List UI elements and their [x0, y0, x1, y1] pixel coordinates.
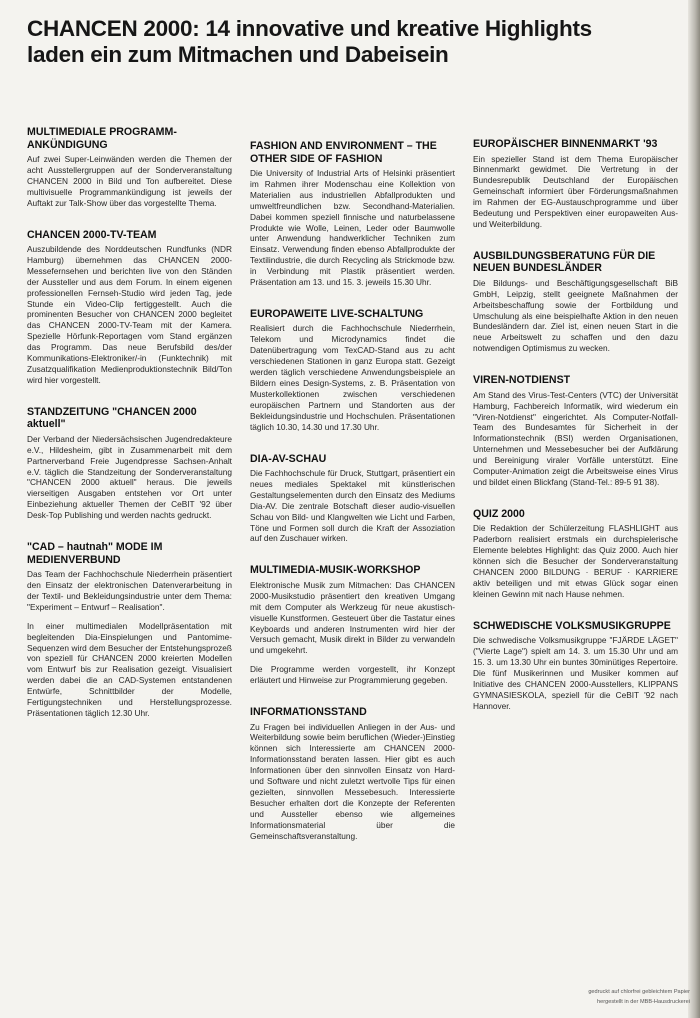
section-paragraph: Die Programme werden vorgestellt, ihr Konzept erläutert und Hinweise zur Programmierung gegeben. [250, 664, 455, 686]
article-section [250, 564, 455, 686]
section-paragraph: Das Team der Fachhochschule Niederrhein präsentiert den Einsatz der elektronischen Datenverarbeitung in der Textil- und Bekleidungsindustrie unter dem Thema: "Experiment – Entwurf – Realisation". [27, 569, 232, 612]
article-section [473, 250, 678, 354]
section-paragraph: Auf zwei Super-Leinwänden werden die Themen der acht Ausstellergruppen auf der Sonderveranstaltung CHANCEN 2000 in Bild und Ton aufbereitet. Diese multivisuelle Programmankündigung ist jeweils der Auftakt zur Talk-Show über das vorgestellte Thema. [27, 154, 232, 208]
page-spine-shadow [688, 0, 700, 1018]
section-paragraph: Zu Fragen bei individuellen Anliegen in der Aus- und Weiterbildung sowie beim beruflichen (Wieder-)Einstieg können sich Interessierte am CHANCEN 2000-Informationsstand beraten lassen. Hier gibt es auch Informationen über den sinnvollen Einsatz von Hard- und Software und nicht zuletzt wertvolle Tips für einen gezielten, sinnvollen Messebesuch. Interessierte Besucher erhalten dort die Konzepte der Referenten und Aussteller ebenso wie allgemeines Informationsmaterial über die Gemeinschaftsveranstaltung. [250, 721, 455, 841]
column-1 [27, 126, 232, 739]
section-title: FASHION AND ENVIRONMENT – THE OTHER SIDE OF FASHION [250, 140, 437, 165]
headline-line-2: laden ein zum Mitmachen und Dabeisein [27, 42, 449, 67]
section-title: CHANCEN 2000-TV-TEAM [27, 228, 157, 241]
article-section [27, 541, 232, 719]
section-paragraph: Die schwedische Volksmusikgruppe "FJÄRDE LÄGET" ("Vierte Lage") spielt am 14. 3. um 15.30 Uhr und am 15. 3. um 13.30 Uhr ein buntes 30minütiges Repertoire. Die fünf Musikerinnen und Musiker kommen auf Initiative des CHANCEN 2000-Ausstellers, KLIPPANS GYMNASIESKOLA, speziell für die CeBIT '92 nach Hannover. [473, 635, 678, 711]
section-paragraph: Auszubildende des Norddeutschen Rundfunks (NDR Hamburg) übernehmen das CHANCEN 2000-Messefernsehen und berichten live von den Ständen der Aussteller und aus dem Forum. In einem eigenen professionellen Fernseh-Studio wird jeden Tag, jede Stunde ein Video-Clip fertiggestellt. Auch die prominenten Besucher von CHANCEN 2000 begleitet das CHANCEN 2000-TV-Team mit der Kamera. Spezielle Hörfunk-Reportagen vom Stand ergänzen das Programm. Das neue Berufsbild des/der Kommunikations-Elektroniker/-in (Funktechnik) mit Zusatzqualifikation Medienproduktionstechnik Bild/Ton wird hier vorgestellt. [27, 244, 232, 385]
column-2 [250, 140, 455, 862]
section-title: AUSBILDUNGSBERATUNG FÜR DIE NEUEN BUNDESLÄNDER [473, 249, 656, 275]
article-section [27, 229, 232, 386]
section-title: MULTIMEDIA-MUSIK-WORKSHOP [250, 564, 421, 577]
article-section [250, 140, 455, 288]
section-title: "CAD – hautnah" MODE IM MEDIENVERBUND [27, 541, 163, 566]
article-section [250, 706, 455, 841]
section-paragraph: Ein spezieller Stand ist dem Thema Europäischer Binnenmarkt gewidmet. Die Vertretung in der Bundesrepublik Deutschland der Europäischen Gemeinschaft informiert über Förderungsmaßnahmen im Rahmen der EG-Austauschprogramme und über Bedeutung und Perspektiven einer europaweiten Aus- und Weiterbildung. [473, 153, 678, 229]
print-note-line-2: hergestellt in der MBB-Hausdruckerei [597, 998, 690, 1005]
section-title: QUIZ 2000 [473, 507, 525, 520]
article-section [473, 138, 678, 230]
article-section [473, 620, 678, 712]
article-section [27, 126, 232, 209]
section-paragraph: Elektronische Musik zum Mitmachen: Das CHANCEN 2000-Musikstudio präsentiert den kreativen Umgang mit dem Computer als Werkzeug für neue akustisch-visuelle Kunstformen. Gesteuert über die Tastatur eines Keyboards und anderen Instrumenten wird hier der Versuch gemacht, Musik direkt in Bilder zu verwandeln und umgekehrt. [250, 579, 455, 656]
section-title: EUROPAWEITE LIVE-SCHALTUNG [250, 307, 424, 320]
section-title: SCHWEDISCHE VOLKSMUSIKGRUPPE [473, 619, 671, 632]
article-section [27, 406, 232, 521]
section-paragraph: Der Verband der Niedersächsischen Jugendredakteure e.V., Hildesheim, gibt in Zusammenarbeit mit dem Partnerverband Freie Jugendpresse Sachsen-Anhalt e.V. täglich die Standzeitung der Sonderveranstaltung "CHANCEN 2000 aktuell" heraus. Die jeweils vierseitigen Ausgaben entstehen vor Ort unter Einbeziehung aktueller Themen der CeBIT '92 über Desk-Top Publishing und werden nachts gedruckt. [27, 433, 232, 521]
article-section [473, 508, 678, 600]
article-section [250, 308, 455, 433]
section-paragraph: In einer multimedialen Modellpräsentation mit begleitenden Dia-Einspielungen und Pantomime-Sequenzen wird dem Besucher der Entstehungsprozeß von speziell für CHANCEN 2000 kreierten Modellen vom Entwurf bis zur Realisation gezeigt. Visualisiert werden dabei die an CAD-Systemen entstandenen Entwürfe, Schnittbilder der Modelle, Fertigungstechniken und Herstellungsprozesse. Präsentationen täglich 12.30 Uhr. [27, 620, 232, 718]
section-paragraph: Die Redaktion der Schülerzeitung FLASHLIGHT aus Paderborn realisiert erstmals ein durchspielerische Elemente belebtes Highlight: das Quiz 2000. Auch hier können sich die Besucher der Sonderveranstaltung CHANCEN 2000 BILDUNG · BERUF · KARRIERE aktiv beteiligen und mit etwas Glück sogar einen kleinen Gewinn mit nach Hause nehmen. [473, 523, 678, 599]
section-title: STANDZEITUNG "CHANCEN 2000 aktuell" [27, 405, 197, 431]
headline [27, 16, 667, 68]
column-3 [473, 138, 678, 732]
section-paragraph: Die University of Industrial Arts of Helsinki präsentiert im Rahmen ihrer Modenschau eine Kollektion von Materialien aus industriellen Abfallprodukten und umweltfreundlichen bzw. Secondhand-Materialien. Dabei kommen speziell finnische und naturbelassene Produkte wie Wolle, Leinen, Leder oder Baumwolle unter Anwendung handwerklicher Techniken zum Einsatz. Verwendung finden ebenso Abfallprodukte der Textilindustrie, die durch Recycling als Strickmode bzw. in Verbindung mit Plastik präsentiert werden. Präsentation am 13. und 15. 3. jeweils 15.30 Uhr. [250, 168, 455, 288]
section-paragraph: Die Fachhochschule für Druck, Stuttgart, präsentiert ein neues mediales Spektakel mit künstlerischen Gestaltungselementen durch den Einsatz des Mediums Dia-AV. Die zentrale Botschaft dieser audio-visuellen Schau von Bild- und Klangwelten wie Licht und Farben, Töne und Formen soll durch die Kraft der Assoziation auf den Zuschauer wirken. [250, 468, 455, 544]
article-section [473, 374, 678, 488]
section-title: DIA-AV-SCHAU [250, 452, 327, 465]
headline-line-1: CHANCEN 2000: 14 innovative und kreative Highlights [27, 16, 592, 41]
section-title: INFORMATIONSSTAND [250, 706, 367, 719]
section-paragraph: Realisiert durch die Fachhochschule Niederrhein, Telekom und Microdynamics findet die Datenübertragung vom TexCAD-Stand aus zu acht verschiedenen Stationen in ganz Europa statt. Gezeigt werden täglich verschiedene Anwendungsbeispiele an Bildern eines Design-Systems, z. B. Präsentation von Musterkollektionen zwischen verschiedenen europäischen Partnern und Standorten aus der Bekleidungsindustrie und Hochschulen. Präsentationen täglich 10.30, 14.30 und 17.30 Uhr. [250, 323, 455, 432]
print-note [540, 988, 690, 1007]
section-title: MULTIMEDIALE PROGRAMM-ANKÜNDIGUNG [27, 126, 177, 151]
section-title: VIREN-NOTDIENST [473, 374, 571, 387]
section-paragraph: Am Stand des Virus-Test-Centers (VTC) der Universität Hamburg, Fachbereich Informatik, wird wiederum ein "Viren-Notdienst" eingerichtet. Als Computer-Notfall-Team des Bundesamtes für Sicherheit in der Informationstechnik (BSI) werden Organisationen, Unternehmen und Messebesucher bei der Aufklärung und Bereinigung viraler Vorfälle unterstützt. Eine Computer-Animation zeigt die Arbeitsweise eines Virus und bildet einen Blickfang (Stand-Tel.: 89-5 91 38). [473, 389, 678, 487]
print-note-line-1: gedruckt auf chlorfrei gebleichtem Papier [588, 989, 690, 995]
article-section [250, 453, 455, 545]
section-paragraph: Die Bildungs- und Beschäftigungsgesellschaft BiB GmbH, Leipzig, stellt geeignete Maßnahmen der Arbeitsbeschaffung sowie der Fortbildung und Umschulung als eine beispielhafte Aktion in den neuen Bundesländern dar. Ziel ist, einen neuen Start in die neue Arbeitswelt zu schaffen und den dazu notwendigen Optimismus zu wecken. [473, 277, 678, 354]
section-title: EUROPÄISCHER BINNENMARKT '93 [473, 138, 658, 150]
